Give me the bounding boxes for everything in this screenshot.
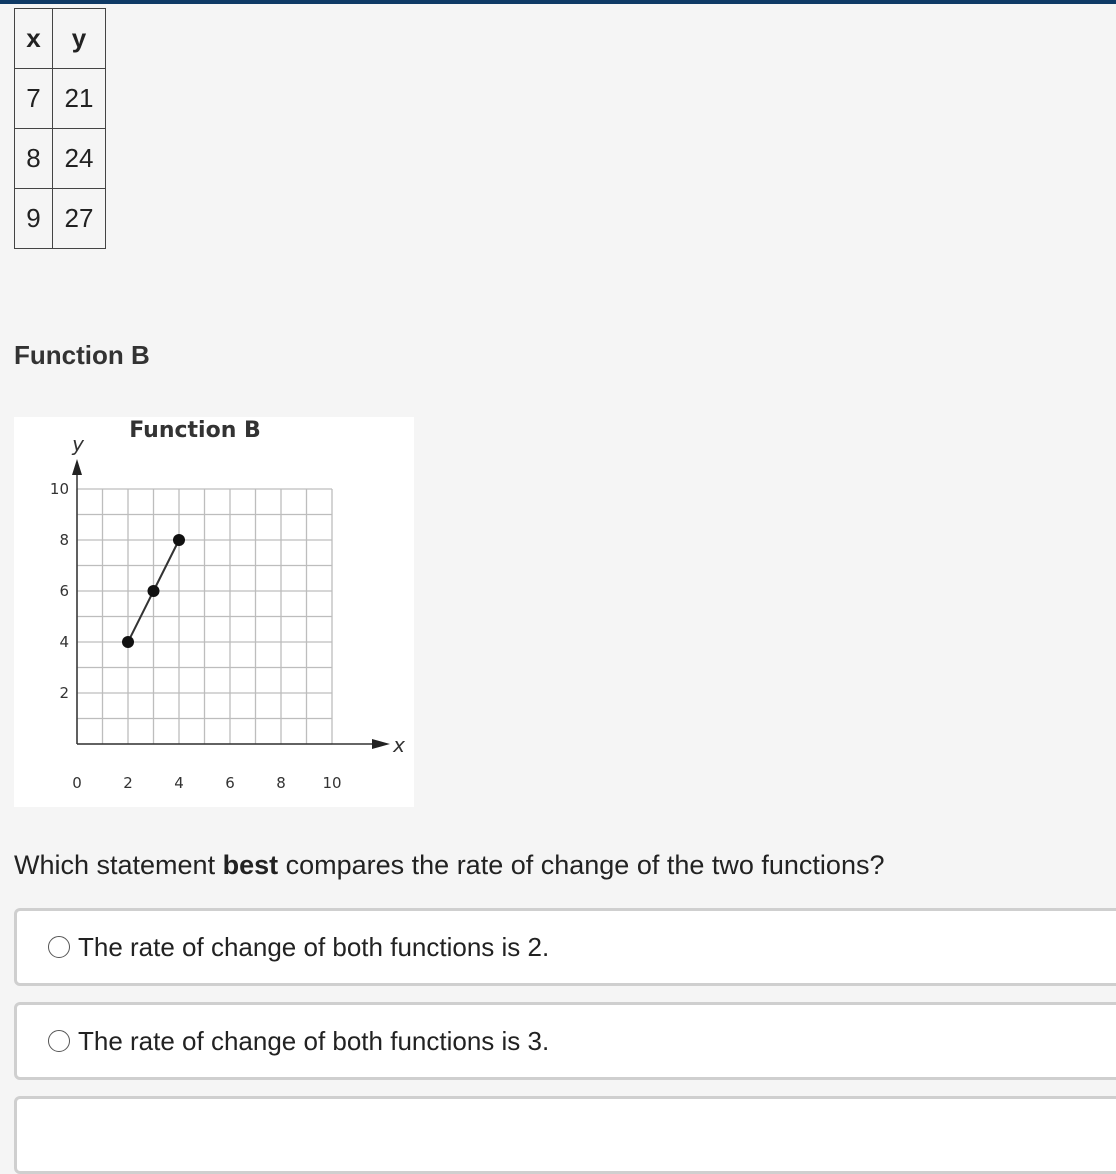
chart-axes [71, 432, 405, 757]
function-b-chart [14, 417, 414, 807]
chart-tick-labels [50, 480, 342, 792]
y-axis-label: y [72, 432, 84, 456]
data-point [173, 534, 185, 546]
function-b-graph [14, 417, 414, 807]
question-prefix: Which statement [14, 850, 223, 880]
table-cell-y: 27 [53, 189, 106, 249]
y-tick-label: 2 [59, 684, 69, 702]
table-cell-x: 7 [15, 69, 53, 129]
answer-option-label: The rate of change of both functions is 3. [78, 1025, 550, 1056]
answer-option-1[interactable] [14, 908, 1116, 986]
x-axis-arrow [372, 739, 390, 749]
x-axis-label: x [393, 733, 405, 757]
column-header-x: x [15, 9, 53, 69]
function-b-heading: Function B [14, 340, 150, 370]
question-emphasis: best [222, 850, 279, 880]
y-tick-label: 10 [49, 480, 69, 498]
x-tick-label: 0 [72, 774, 82, 792]
table-cell-y: 24 [53, 129, 106, 189]
table-cell-y: 21 [53, 69, 106, 129]
table-row [15, 189, 106, 249]
x-tick-label: 2 [123, 774, 133, 792]
x-tick-label: 4 [174, 774, 184, 792]
x-tick-label: 10 [322, 774, 342, 792]
question-suffix: compares the rate of change of the two functions? [278, 850, 885, 880]
y-tick-label: 8 [59, 531, 69, 549]
y-tick-label: 4 [59, 633, 69, 651]
answer-option-label: The rate of change of both functions is 2. [78, 931, 550, 962]
answer-option-3[interactable] [14, 1096, 1116, 1174]
y-tick-label: 6 [59, 582, 69, 600]
radio-button[interactable] [48, 1030, 70, 1052]
data-point [122, 636, 134, 648]
radio-button[interactable] [48, 936, 70, 958]
question-text [14, 850, 884, 881]
function-a-table [14, 8, 106, 249]
x-tick-label: 8 [276, 774, 286, 792]
chart-title: Function B [129, 418, 261, 443]
answer-option-2[interactable] [14, 1002, 1116, 1080]
top-accent-bar [0, 0, 1116, 4]
y-axis-arrow [72, 459, 82, 475]
table-cell-x: 8 [15, 129, 53, 189]
data-point [148, 585, 160, 597]
table-cell-x: 9 [15, 189, 53, 249]
table-header-row [15, 9, 106, 69]
x-tick-label: 6 [225, 774, 235, 792]
chart-grid [77, 489, 332, 744]
column-header-y: y [53, 9, 106, 69]
table-row [15, 129, 106, 189]
table-row [15, 69, 106, 129]
